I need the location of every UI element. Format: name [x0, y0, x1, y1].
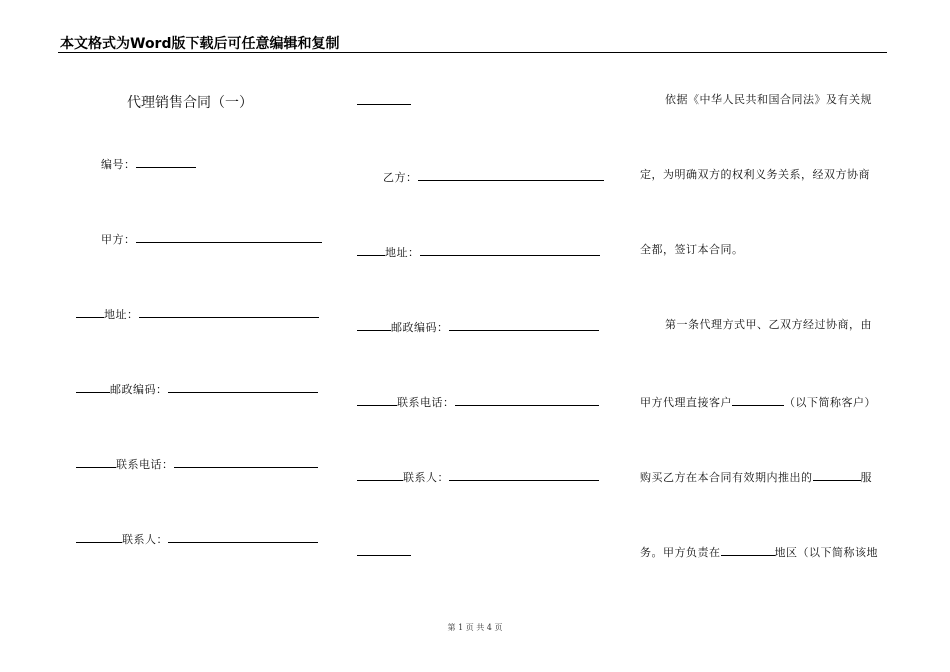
party-a-label: 甲方： — [101, 233, 136, 246]
address-b-label: 地址： — [385, 246, 420, 259]
postcode-row-a — [76, 380, 318, 397]
region-blank — [721, 543, 775, 556]
party-a-row — [101, 230, 322, 247]
address-b-prefix-blank — [357, 243, 385, 256]
party-b-label: 乙方： — [383, 171, 418, 184]
address-b-blank — [420, 243, 600, 256]
phone-row-a — [76, 455, 318, 472]
address-row-b — [357, 243, 600, 260]
contact-prefix-blank — [76, 530, 122, 543]
address-prefix-blank — [76, 305, 104, 318]
body-line-5-end: （以下简称客户） — [784, 396, 876, 409]
address-row-a — [76, 305, 319, 322]
postcode-b-label: 邮政编码： — [391, 321, 449, 334]
body-line-7-end: 地区（以下简称该地 — [774, 546, 878, 559]
address-blank — [139, 305, 319, 318]
party-b-row — [383, 168, 604, 185]
postcode-b-prefix-blank — [357, 318, 391, 331]
col2-top-blank — [357, 92, 411, 105]
phone-b-blank — [455, 393, 599, 406]
number-label: 编号： — [101, 158, 136, 171]
body-line-1: 依据《中华人民共和国合同法》及有关规 — [665, 93, 872, 106]
body-line-7 — [640, 543, 878, 560]
phone-row-b — [357, 393, 599, 410]
page-header: 本文格式为Word版下载后可任意编辑和复制 — [60, 36, 340, 52]
number-blank — [136, 155, 196, 168]
phone-b-label: 联系电话： — [397, 396, 455, 409]
party-b-blank — [418, 168, 604, 181]
contact-row-a — [76, 530, 318, 547]
postcode-label: 邮政编码： — [110, 383, 168, 396]
col2-bottom-blank — [357, 543, 411, 556]
header-divider — [58, 52, 887, 53]
postcode-b-blank — [449, 318, 599, 331]
contact-blank — [168, 530, 318, 543]
body-line-5 — [640, 393, 876, 410]
postcode-blank — [168, 380, 318, 393]
phone-prefix-blank — [76, 455, 116, 468]
body-line-6-end: 服 — [860, 471, 872, 484]
col2-bottom-blank-row — [357, 543, 411, 560]
postcode-prefix-blank — [76, 380, 110, 393]
phone-label: 联系电话： — [116, 458, 174, 471]
service-blank — [813, 468, 861, 481]
contact-b-prefix-blank — [357, 468, 403, 481]
body-line-6 — [640, 468, 872, 485]
body-line-5-start: 甲方代理直接客户 — [640, 396, 732, 409]
body-line-7-start: 务。甲方负责在 — [640, 546, 721, 559]
number-field-row — [101, 155, 196, 172]
address-label: 地址： — [104, 308, 139, 321]
postcode-row-b — [357, 318, 599, 335]
body-line-4: 第一条代理方式甲、乙双方经过协商，由 — [665, 318, 872, 331]
contract-title: 代理销售合同（一） — [127, 95, 253, 111]
phone-blank — [174, 455, 318, 468]
contact-b-blank — [449, 468, 599, 481]
body-line-2: 定，为明确双方的权利义务关系，经双方协商 — [640, 168, 870, 181]
body-line-3: 全都，签订本合同。 — [640, 243, 744, 256]
direct-customer-blank — [732, 393, 784, 406]
body-line-6-start: 购买乙方在本合同有效期内推出的 — [640, 471, 813, 484]
contact-label: 联系人： — [122, 533, 168, 546]
contact-row-b — [357, 468, 599, 485]
page-number-footer: 第 1 页 共 4 页 — [447, 623, 503, 632]
phone-b-prefix-blank — [357, 393, 397, 406]
party-a-blank — [136, 230, 322, 243]
col2-top-blank-row — [357, 92, 411, 109]
contact-b-label: 联系人： — [403, 471, 449, 484]
